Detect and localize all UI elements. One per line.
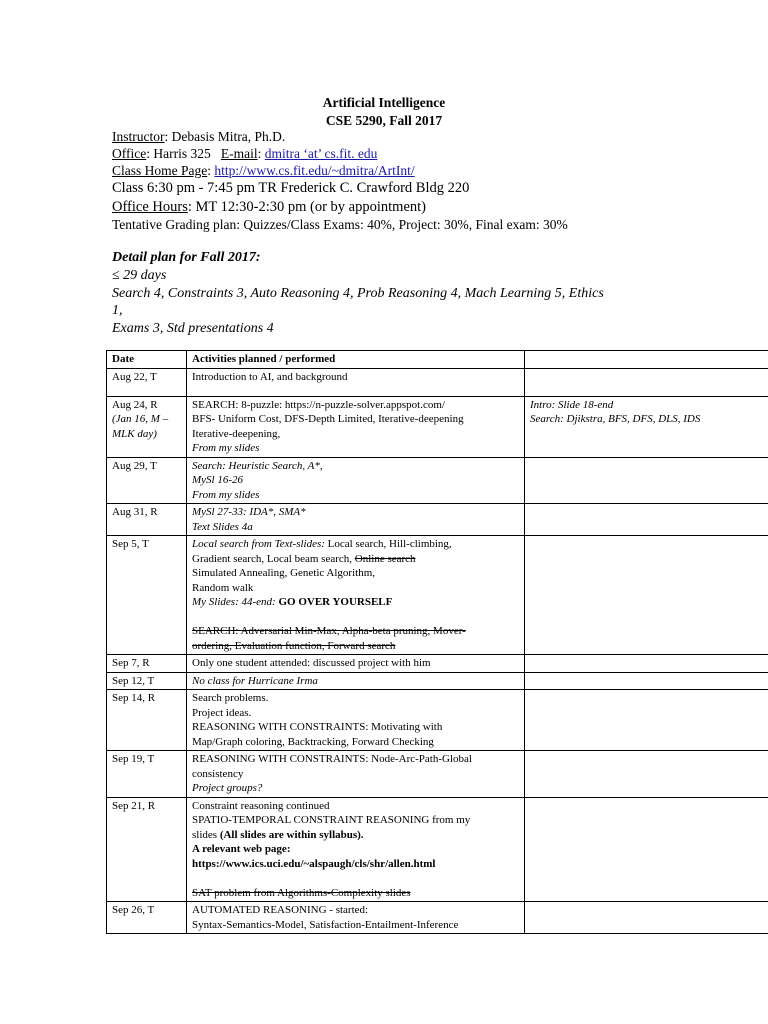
date-text: Aug 31, R [112, 506, 158, 518]
header-date: Date [107, 351, 187, 369]
activity-text: slides [192, 828, 220, 841]
activity-text [192, 537, 519, 552]
table-row [107, 655, 768, 673]
activity-text-struck: SEARCH: Adversarial Min-Max, Alpha-beta pruning, Mover- [192, 625, 466, 637]
office-hours-label: Office Hours [112, 199, 188, 215]
activity-text: Constraint reasoning continued [192, 799, 330, 812]
activity-text: Local search, Hill-climbing, [324, 538, 452, 550]
course-title: Artificial Intelligence [322, 95, 446, 110]
activity-text-bold: (All slides are within syllabus). [219, 828, 364, 841]
date-cell [107, 368, 187, 396]
activity-text [192, 595, 519, 610]
plan-exams: Exams 3, Std presentations 4 [112, 321, 274, 336]
office-line: Office: Harris 325 E-mail: dmitra ‘at’ cs.fit. edu [112, 146, 378, 161]
activity-cell [187, 504, 525, 536]
activity-text: SEARCH: 8-puzzle: https://n-puzzle-solver.appspot.com/ [192, 398, 445, 411]
course-code: CSE 5290, Fall 2017 [325, 113, 443, 128]
activity-text: Map/Graph coloring, Backtracking, Forward Checking [192, 735, 434, 748]
date-text: Sep 26, T [112, 904, 155, 916]
activity-text: MySl 16-26 [192, 474, 244, 486]
date-cell [107, 655, 187, 673]
table-row [107, 902, 768, 934]
activity-text [192, 828, 519, 843]
activity-text: Search problems. [192, 692, 269, 704]
activity-cell [187, 457, 525, 504]
instructor-label: Instructor [112, 129, 165, 144]
note-cell [525, 504, 768, 536]
date-cell [107, 504, 187, 536]
note-cell [525, 368, 768, 396]
activity-cell [187, 672, 525, 690]
note-cell [525, 536, 768, 655]
activity-text: BFS- Uniform Cost, DFS-Depth Limited, Iterative-deepening [192, 413, 464, 425]
plan-heading: Detail plan for Fall 2017: [112, 250, 261, 265]
activity-text: REASONING WITH CONSTRAINTS: Motivating with [192, 721, 443, 733]
relevant-web-link[interactable]: https://www.ics.uci.edu/~alspaugh/cls/shr/allen.html [192, 857, 436, 870]
date-note: MLK day) [112, 427, 157, 440]
date-text: Sep 14, R [112, 692, 156, 704]
header-activities: Activities planned / performed [187, 351, 525, 369]
activity-text: Iterative-deepening, [192, 427, 281, 440]
activity-text-bold: GO OVER YOURSELF [278, 596, 393, 608]
activity-text-bold: A relevant web page: [192, 843, 291, 855]
homepage-link[interactable]: http://www.cs.fit.edu/~dmitra/ArtInt/ [214, 163, 415, 178]
activity-cell [187, 655, 525, 673]
table-row [107, 797, 768, 902]
activity-cell [187, 396, 525, 457]
header-notes [525, 351, 768, 369]
table-row [107, 368, 768, 396]
note-cell [525, 457, 768, 504]
activity-text: Simulated Annealing, Genetic Algorithm, [192, 567, 375, 579]
office-label: Office [112, 146, 147, 161]
grading-line: Tentative Grading plan: Quizzes/Class Exams: 40%, Project: 30%, Final exam: 30% [112, 217, 568, 232]
date-text: Aug 22, T [112, 370, 157, 383]
date-cell [107, 457, 187, 504]
table-row [107, 457, 768, 504]
activity-cell [187, 751, 525, 798]
note-cell [525, 672, 768, 690]
date-cell [107, 536, 187, 655]
activity-text: SPATIO-TEMPORAL CONSTRAINT REASONING from my [192, 814, 471, 826]
note-cell [525, 396, 768, 457]
class-time-line: Class 6:30 pm - 7:45 pm TR Frederick C. Crawford Bldg 220 [112, 180, 470, 196]
activity-text [192, 552, 519, 567]
activity-cell [187, 902, 525, 934]
table-row [107, 751, 768, 798]
date-cell [107, 751, 187, 798]
note-cell [525, 751, 768, 798]
table-row [107, 536, 768, 655]
blank-line [192, 610, 519, 625]
activity-text-struck: ordering, Evaluation function, Forward search [192, 639, 396, 652]
activity-text: From my slides [192, 488, 260, 501]
homepage-label: Class Home Page [112, 163, 208, 178]
activity-cell [187, 368, 525, 396]
table-row [107, 672, 768, 690]
activity-text: Project groups? [192, 782, 263, 794]
instructor-value: : Debasis Mitra, Ph.D. [164, 129, 286, 144]
table-row [107, 504, 768, 536]
date-cell [107, 690, 187, 751]
activity-cell [187, 690, 525, 751]
date-cell [107, 797, 187, 902]
date-text: Sep 7, R [112, 657, 150, 669]
activity-text: Local search from Text-slides: [192, 538, 325, 550]
note-cell [525, 797, 768, 902]
plan-days: ≤ 29 days [112, 268, 167, 283]
activity-text: Text Slides 4a [192, 520, 253, 533]
activity-text: No class for Hurricane Irma [192, 674, 318, 687]
instructor-line [112, 129, 285, 145]
date-note: (Jan 16, M – [112, 413, 169, 425]
activity-cell [187, 797, 525, 902]
office-hours-value: : MT 12:30-2:30 pm (or by appointment) [187, 199, 426, 215]
activity-text: consistency [192, 767, 244, 780]
date-text: Sep 21, R [112, 799, 156, 812]
activity-text: Random walk [192, 581, 254, 594]
activity-text: My Slides: 44-end: [192, 596, 279, 608]
activity-text: AUTOMATED REASONING - started: [192, 904, 369, 916]
blank-line [192, 871, 519, 886]
schedule-table [106, 350, 768, 934]
activity-text: From my slides [192, 442, 260, 454]
activity-text: Search: Heuristic Search, A*, [192, 459, 323, 472]
activity-text-struck: Online search [354, 552, 416, 565]
email-label: E-mail [220, 146, 258, 161]
date-text: Aug 29, T [112, 459, 157, 472]
activity-text-struck: SAT problem from Algorithms-Complexity slides [192, 886, 411, 899]
plan-topics-cont: 1, [112, 303, 123, 318]
activity-text: Syntax-Semantics-Model, Satisfaction-Entailment-Inference [192, 918, 459, 931]
date-cell [107, 672, 187, 690]
table-row [107, 690, 768, 751]
activity-text: Gradient search, Local beam search, [192, 552, 355, 565]
date-cell [107, 902, 187, 934]
date-text: Sep 5, T [112, 538, 149, 550]
date-text: Aug 24, R [112, 398, 158, 411]
activity-text: Introduction to AI, and background [192, 370, 348, 383]
date-cell [107, 396, 187, 457]
email-link[interactable]: dmitra ‘at’ cs.fit. edu [264, 146, 378, 161]
date-text: Sep 12, T [112, 674, 155, 687]
activity-text: Project ideas. [192, 706, 252, 719]
homepage-line: Class Home Page: http://www.cs.fit.edu/~dmitra/ArtInt/ [112, 163, 415, 178]
table-row [107, 396, 768, 457]
activity-text: MySl 27-33: IDA*, SMA* [192, 506, 306, 518]
activity-text: Only one student attended: discussed project with him [192, 657, 431, 669]
office-hours-line [112, 199, 426, 216]
note-cell [525, 655, 768, 673]
plan-topics: Search 4, Constraints 3, Auto Reasoning 4, Prob Reasoning 4, Mach Learning 5, Ethics [112, 286, 604, 301]
note-text: Search: Djikstra, BFS, DFS, DLS, IDS [530, 413, 701, 425]
note-text: Intro: Slide 18-end [530, 398, 614, 411]
date-text: Sep 19, T [112, 753, 155, 765]
note-cell [525, 902, 768, 934]
office-value: : Harris 325 [146, 146, 211, 161]
table-header-row [107, 351, 768, 369]
activity-text: REASONING WITH CONSTRAINTS: Node-Arc-Path-Global [192, 753, 472, 765]
activity-cell [187, 536, 525, 655]
note-cell [525, 690, 768, 751]
